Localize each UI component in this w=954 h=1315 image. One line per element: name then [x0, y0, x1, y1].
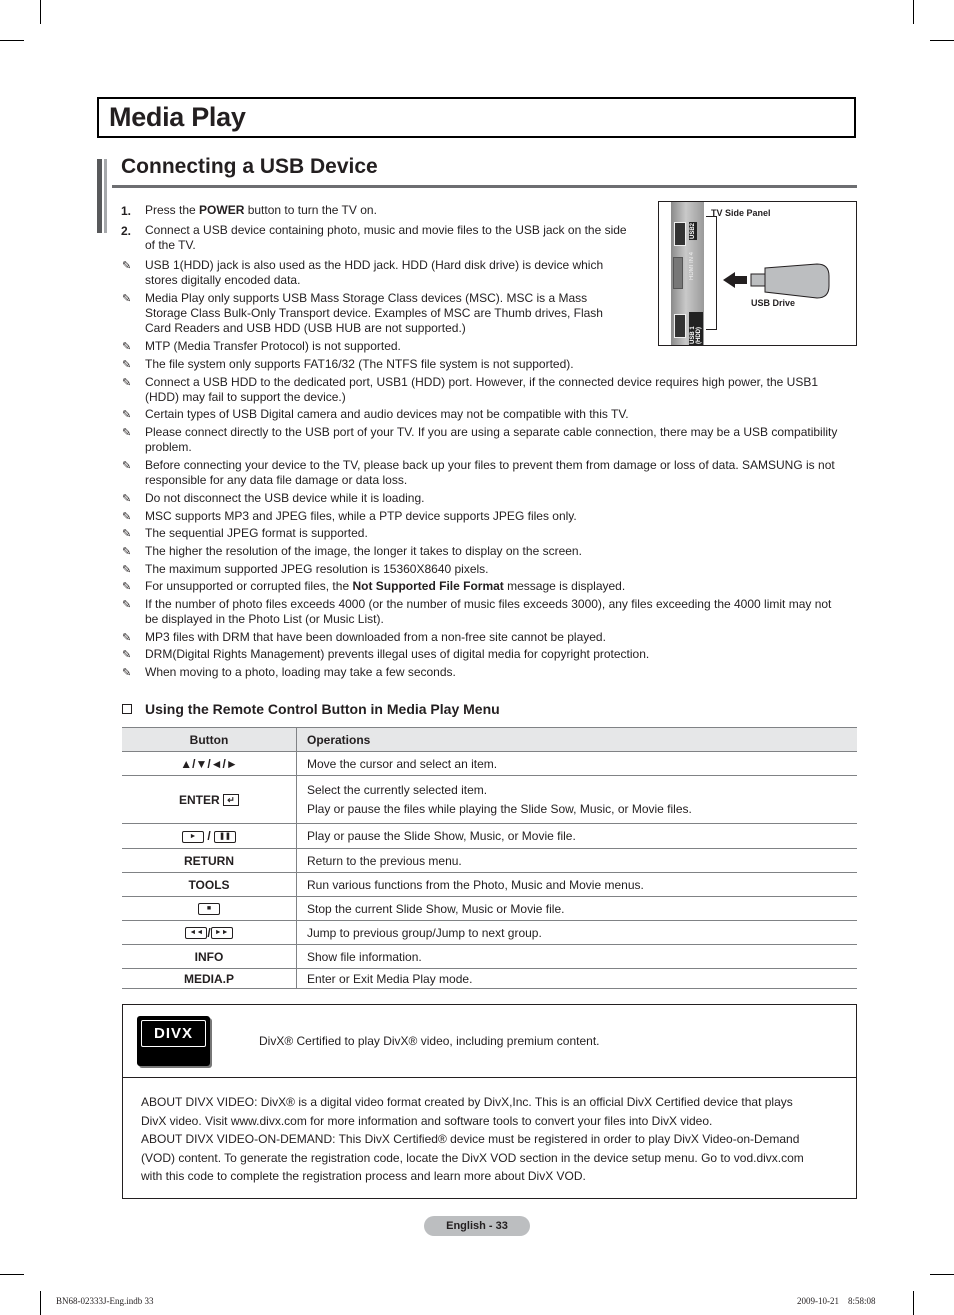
crop-mark [913, 1291, 914, 1315]
section-rule [112, 185, 857, 188]
note-text: DRM(Digital Rights Management) prevents illegal uses of digital media for copyright protection. [145, 647, 650, 661]
operation-cell: Play or pause the Slide Show, Music, or Movie file. [297, 824, 858, 849]
footer-date: 2009-10-21 8:58:08 [797, 1296, 876, 1306]
step-text-part: Press the [145, 203, 200, 217]
arrow-buttons-cell: ▲/▼/◄/► [122, 752, 297, 776]
play-pause-buttons-cell: ► / ❚❚ [122, 824, 297, 849]
crop-mark [40, 1291, 41, 1315]
button-label: ENTER [178, 792, 220, 807]
checkbox-bullet-icon [122, 704, 132, 714]
about-line: with this code to complete the registration process and learn more about DivX VOD. [141, 1169, 586, 1183]
crop-mark [40, 0, 41, 24]
note-icon [122, 428, 133, 439]
subsection-title: Using the Remote Control Button in Media Play Menu [145, 701, 500, 717]
step-text: of the TV. [145, 238, 196, 252]
operation-text: Play or pause the files while playing the Slide Sow, Music, or Movie files. [307, 802, 692, 816]
note-text [145, 579, 625, 594]
table-row [122, 873, 857, 897]
table-header-row [122, 728, 857, 752]
about-line: DivX video. Visit www.divx.com for more information and software tools to convert your files into DivX video. [141, 1113, 713, 1128]
bracket-line [706, 216, 717, 330]
enter-button-cell [122, 776, 297, 824]
fast-forward-icon: ►► [211, 927, 233, 939]
pause-icon: ❚❚ [214, 831, 236, 843]
crop-mark [930, 40, 954, 41]
table-row [122, 921, 857, 945]
divx-info-box [122, 1004, 857, 1199]
divx-certified-text: DivX® Certified to play DivX® video, including premium content. [259, 1034, 600, 1048]
note-bold: Not Supported File Format [352, 579, 504, 593]
skip-buttons-cell: ◄◄ / ►► [122, 921, 297, 945]
button-cell: RETURN [122, 849, 297, 873]
table-row [122, 849, 857, 873]
note-text: MP3 files with DRM that have been downloaded from a non-free site cannot be played. [145, 630, 606, 644]
table-row [122, 897, 857, 921]
note-icon [122, 410, 133, 421]
operation-cell: Move the cursor and select an item. [297, 752, 858, 776]
about-line: (VOD) content. To generate the registration code, locate the DivX VOD section in the device setup menu. Go to vod.divx.com [141, 1150, 804, 1165]
step-number: 1. [121, 204, 132, 218]
usb2-port-icon [674, 222, 686, 246]
table-row [122, 969, 857, 989]
note-icon [122, 378, 133, 389]
rewind-icon: ◄◄ [185, 927, 207, 939]
operation-cell: Run various functions from the Photo, Music and Movie menus. [297, 873, 858, 897]
note-text: Before connecting your device to the TV, please back up your files to prevent them from damage or loss of data. SAMSUNG is not [145, 458, 835, 472]
note-text: The higher the resolution of the image, the longer it takes to display on the screen. [145, 544, 582, 558]
note-text: Card Readers and USB HDD (USB HUB are not supported.) [145, 321, 466, 335]
table-row [122, 945, 857, 969]
button-cell: TOOLS [122, 873, 297, 897]
hdmi-port-icon [673, 257, 683, 289]
crop-mark [913, 0, 914, 24]
note-text: The maximum supported JPEG resolution is 15360X8640 pixels. [145, 562, 489, 576]
note-text: Connect a USB HDD to the dedicated port, USB1 (HDD) port. However, if the connected device requires high power, the USB1 [145, 375, 819, 389]
divx-logo [137, 1016, 210, 1066]
step-text-part: button to turn the TV on. [244, 203, 377, 217]
step-bold: POWER [199, 203, 245, 217]
step-text [145, 203, 377, 218]
note-icon [122, 650, 133, 661]
note-icon [122, 360, 133, 371]
remote-buttons-table [122, 727, 857, 989]
operation-cell: Stop the current Slide Show, Music or Movie file. [297, 897, 858, 921]
note-text: (HDD) may fail to support the device.) [145, 390, 346, 404]
hdmi-label: HDMI IN 4 [689, 252, 695, 281]
section-marker [104, 159, 107, 233]
note-text: be displayed in the Photo List (or Music List). [145, 612, 384, 626]
note-text: Do not disconnect the USB device while it is loading. [145, 491, 425, 505]
operation-text: Select the currently selected item. [307, 783, 488, 797]
page-title-box [97, 97, 856, 138]
usb1-port-icon [674, 314, 686, 338]
note-text: MTP (Media Transfer Protocol) is not supported. [145, 339, 401, 353]
note-icon [122, 494, 133, 505]
about-line: ABOUT DIVX VIDEO-ON-DEMAND: This DivX Certified® device must be registered in order to play DivX Video-on-Demand [141, 1132, 800, 1146]
note-text: Media Play only supports USB Mass Storage Class devices (MSC). MSC is a Mass [145, 291, 588, 305]
step-number: 2. [121, 224, 132, 238]
note-icon [122, 512, 133, 523]
divx-about-text [141, 1093, 841, 1186]
note-text: problem. [145, 440, 192, 454]
table-row [122, 776, 857, 824]
play-icon: ► [182, 831, 204, 843]
table-row [122, 752, 857, 776]
page-title: Media Play [109, 102, 246, 132]
note-icon [122, 342, 133, 353]
step-text: Connect a USB device containing photo, music and movie files to the USB jack on the side [145, 223, 627, 237]
crop-mark [930, 1274, 954, 1275]
usb2-label: USB2 [690, 223, 696, 240]
button-cell: MEDIA.P [122, 969, 297, 989]
note-text: MSC supports MP3 and JPEG files, while a PTP device supports JPEG files only. [145, 509, 577, 523]
note-text: Storage Class Bulk-Only Transport device. Examples of MSC are Thumb drives, Flash [145, 306, 603, 320]
operation-cell: Return to the previous menu. [297, 849, 858, 873]
operation-cell: Enter or Exit Media Play mode. [297, 969, 858, 989]
note-text-part: For unsupported or corrupted files, the [145, 579, 353, 593]
stop-button-cell [122, 897, 297, 921]
note-icon [122, 633, 133, 644]
table-header: Operations [297, 728, 858, 752]
about-line: ABOUT DIVX VIDEO: DivX® is a digital video format created by DivX,Inc. This is an official DivX Certified device that plays [141, 1095, 793, 1109]
stop-icon: ■ [198, 903, 220, 915]
note-text: stores digitally encoded data. [145, 273, 301, 287]
divider [123, 1077, 856, 1078]
note-text: The sequential JPEG format is supported. [145, 526, 368, 540]
section-title: Connecting a USB Device [121, 155, 378, 178]
usb-drive-label: USB Drive [751, 298, 796, 308]
table-row [122, 824, 857, 849]
note-text-part: message is displayed. [503, 579, 626, 593]
note-text: USB 1(HDD) jack is also used as the HDD jack. HDD (Hard disk drive) is device which [145, 258, 604, 272]
enter-icon: ↵ [223, 794, 239, 806]
note-text: Certain types of USB Digital camera and audio devices may not be compatible with this TV. [145, 407, 629, 421]
tv-side-panel-illustration [658, 201, 857, 346]
crop-mark [0, 40, 24, 41]
table-header: Button [122, 728, 297, 752]
divx-logo-text: DIVX [141, 1020, 206, 1047]
note-icon [122, 565, 133, 576]
panel-title: TV Side Panel [711, 208, 771, 218]
note-icon [122, 668, 133, 679]
note-icon [122, 547, 133, 558]
operation-cell: Jump to previous group/Jump to next group. [297, 921, 858, 945]
note-text: responsible for any data file damage or data loss. [145, 473, 408, 487]
note-text: If the number of photo files exceeds 4000 (or the number of music files exceeds 3000), any files exceeding the 4000 limit may not [145, 597, 832, 611]
note-text: When moving to a photo, loading may take a few seconds. [145, 665, 456, 679]
page-number: English - 33 [424, 1216, 530, 1236]
usb-drive-icon [721, 258, 831, 302]
note-icon [122, 294, 133, 305]
note-icon [122, 529, 133, 540]
note-icon [122, 461, 133, 472]
note-icon [122, 261, 133, 272]
button-cell: INFO [122, 945, 297, 969]
note-text: Please connect directly to the USB port of your TV. If you are using a separate cable connection, there may be a USB compatibility [145, 425, 838, 439]
footer-file: BN68-02333J-Eng.indb 33 [56, 1296, 154, 1306]
operation-cell: Show file information. [297, 945, 858, 969]
crop-mark [0, 1274, 24, 1275]
note-icon [122, 600, 133, 611]
usb1-label: USB 1 (HDD) [689, 312, 703, 345]
note-text: The file system only supports FAT16/32 (The NTFS file system is not supported). [145, 357, 574, 371]
operation-cell [297, 776, 858, 824]
section-marker [97, 159, 102, 233]
note-icon [122, 582, 133, 593]
